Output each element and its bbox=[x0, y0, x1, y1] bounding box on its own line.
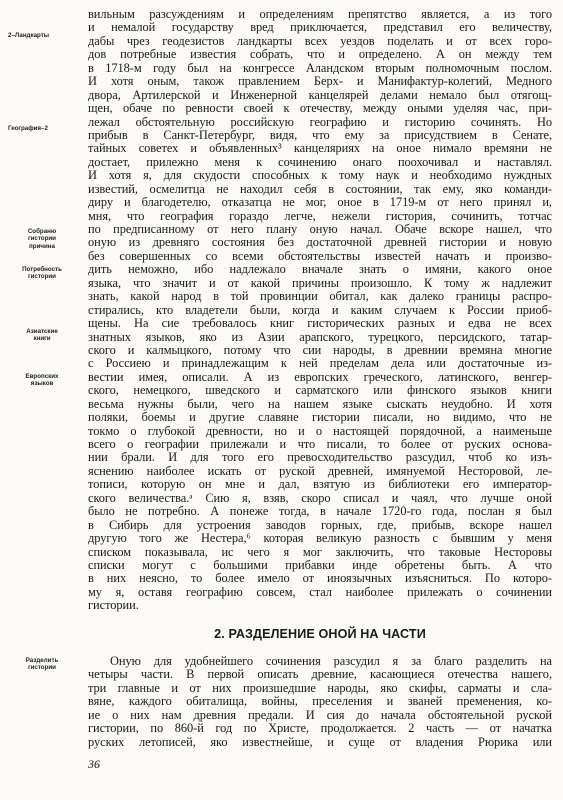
text-line: гистории, по 860-й год по Христе, продолжается. 2 часть — от начатка bbox=[88, 722, 552, 736]
text-line: знать, какой народ в той провинции обитал, как далеко границы распро- bbox=[88, 290, 552, 304]
text-line: вильным разсуждениям и определениям препятство является, а из того bbox=[88, 8, 552, 21]
margin-note-geografia: География–2 bbox=[8, 125, 48, 132]
text-line: дабы чрез геодезистов ландкарты всех уездов поделать и от всех горо- bbox=[88, 34, 552, 48]
text-line: оную из древняго состояния без достаточной древней гистории и новую bbox=[88, 236, 552, 250]
text-line: достает, прилежно меня к сочинению онаго поохочивал и наставлял. bbox=[88, 155, 552, 169]
text-line: списки могут с большими прибавки инде обретены быть. А что bbox=[88, 558, 552, 572]
body-text bbox=[88, 8, 552, 613]
text-line: Оную для удобнейшего сочинения разсудил я за благо разделить на bbox=[110, 655, 552, 668]
text-line: по предписанному от него плану оную начал. Обаче вскоре нашел, что bbox=[88, 223, 552, 236]
text-line: было не потребно. А понеже тогда, в начале 1720-го года, послан я был bbox=[88, 505, 552, 519]
text-line: четыры части. В первой описать древние, касающиеся отечества нашего, bbox=[88, 668, 552, 682]
text-line: руских летописей, яко известнейше, и суще от владения Рюрика или bbox=[88, 735, 552, 749]
text-line: ского, немецкого, шведского и сарматского или финского языков книги bbox=[88, 384, 552, 398]
text-line: мня, что география гораздо легче, нежели гистория, сочинить, тотчас bbox=[88, 209, 552, 223]
text-line: в них неясно, то более имело от иноязычных изъясниться. По которо- bbox=[88, 572, 552, 586]
text-line: языка, что значит и от какой причины произошло. К тому ж надлежит bbox=[88, 276, 552, 290]
text-line: И хотя я, для скудости способных к тому наук и необходимо нуждных bbox=[88, 169, 552, 183]
text-line: ского величества.ᵃ Сию я, взяв, скоро списал и чаял, что лучше оной bbox=[88, 491, 552, 505]
text-line: с Россиею и принадлежащим к ней пределам дела или достаточные из- bbox=[88, 357, 552, 371]
text-line: двора, Артилерской и Инженерной канцелярей делами немало был отягощ- bbox=[88, 88, 552, 102]
text-line: нии брали. И для того его превосходительство разсудил, чтоб ко изъ- bbox=[88, 451, 552, 465]
text-line: другую того же Нестера,⁶ которая великую разность с бывшим у меня bbox=[88, 532, 552, 546]
text-line: щены. На сие требовалось книг гисторических разных и едва не всех bbox=[88, 317, 552, 331]
text-line: в Сибирь для устроения заводов горных, где, прибыв, вскоре нашел bbox=[88, 518, 552, 532]
margin-note-sobranie: Собраню гистории причина bbox=[27, 228, 57, 250]
text-line: без совершенных со всеми обстоятельствы известей начать и произво- bbox=[88, 249, 552, 263]
text-line: прибыв в Санкт-Петербург, видя, что ему за присудствием в Сенате, bbox=[88, 128, 552, 142]
text-line: дить неможно, ибо надлежало вначале знать о имяни, какого оное bbox=[88, 263, 552, 277]
text-line: щен, обаче по ревности своей к отечеству, между оными уделяя час, при- bbox=[88, 102, 552, 116]
margin-note-potrebnost: Потребность гистории bbox=[22, 266, 62, 281]
text-line: весьма нужны были, чего на нашем языке сыскать неудобно. И хотя bbox=[88, 397, 552, 411]
text-line: и немалой государству вред приключается, представил его величеству, bbox=[88, 21, 552, 35]
text-line: И хотя оным, також правлением Берх- и Манифактур-колегий, Медного bbox=[88, 75, 552, 89]
text-line: списком показывала, ис чего я мог заключить, что таковые Несторовы bbox=[88, 545, 552, 559]
page-number: 36 bbox=[88, 757, 100, 771]
text-line: три главные и от них произшедшие народы, яко скифы, сарматы и сла- bbox=[88, 681, 552, 695]
text-line: известий, осмелитца не находил себя в состоянии, так ему, яко команди- bbox=[88, 182, 552, 196]
text-line: тайных советех и объявленных³ канцеляриях на оное нимало времяни не bbox=[88, 142, 552, 156]
text-line: дов потребные известия собрать, что и определено. А он между тем bbox=[88, 48, 552, 62]
text-line: му я, оставя географию совсем, стал наиболее прилежать о сочинении bbox=[88, 585, 552, 599]
text-line: яснению наиболее искать от руской древней, имянуемой Несторовой, ле- bbox=[88, 464, 552, 478]
margin-note-evropskih: Европских языков bbox=[25, 373, 59, 388]
margin-note-aziatskie: Азиатские книги bbox=[26, 328, 58, 343]
text-line: в 1718-м году был на конгрессе Аландском вторым полномочным послом. bbox=[88, 61, 552, 75]
text-line: ского и калмыцкого, потому что сии народы, в древнии времяна многие bbox=[88, 343, 552, 357]
text-line: диру и благодетелю, отказатца не мог, оное в 1719-м от него принял и, bbox=[88, 196, 552, 210]
section-heading: 2. РАЗДЕЛЕНИЕ ОНОЙ НА ЧАСТИ bbox=[214, 627, 426, 641]
text-line: токмо о глубокой древности, но и о настоящей порядочной, а наименьше bbox=[88, 424, 552, 438]
section-text bbox=[88, 655, 552, 749]
text-line: поляки, боемы и другие славяне гистории писали, но видимо, что не bbox=[88, 411, 552, 425]
text-line: знатных языков, яко из Азии арапского, турецкого, персидского, татар- bbox=[88, 330, 552, 344]
text-line: тописи, которую он мне и дал, взятую из библиотеки его император- bbox=[88, 478, 552, 492]
text-line: лежал обстоятельную российскую географию и гисторию сочинять. Но bbox=[88, 115, 552, 129]
text-line: ие о них нам древния предали. И сия до начала обстоятельной руской bbox=[88, 708, 552, 722]
margin-note-razdelit: Разделить гистории bbox=[25, 657, 59, 672]
text-line: вестии имея, описали. А из европских греческого, латинского, венгер- bbox=[88, 370, 552, 384]
text-line: гистории. bbox=[88, 599, 139, 613]
margin-note-landkarty: 2–Ландкарты bbox=[8, 32, 50, 39]
text-line: вяне, каждого обиталища, войны, преселения и званей пременения, ко- bbox=[88, 695, 552, 709]
text-line: стирались, кто владетели были, когда и каким случаем к России приоб- bbox=[88, 303, 552, 317]
text-line: всего о географии прилежали и что писали, то более от руских основа- bbox=[88, 438, 552, 451]
